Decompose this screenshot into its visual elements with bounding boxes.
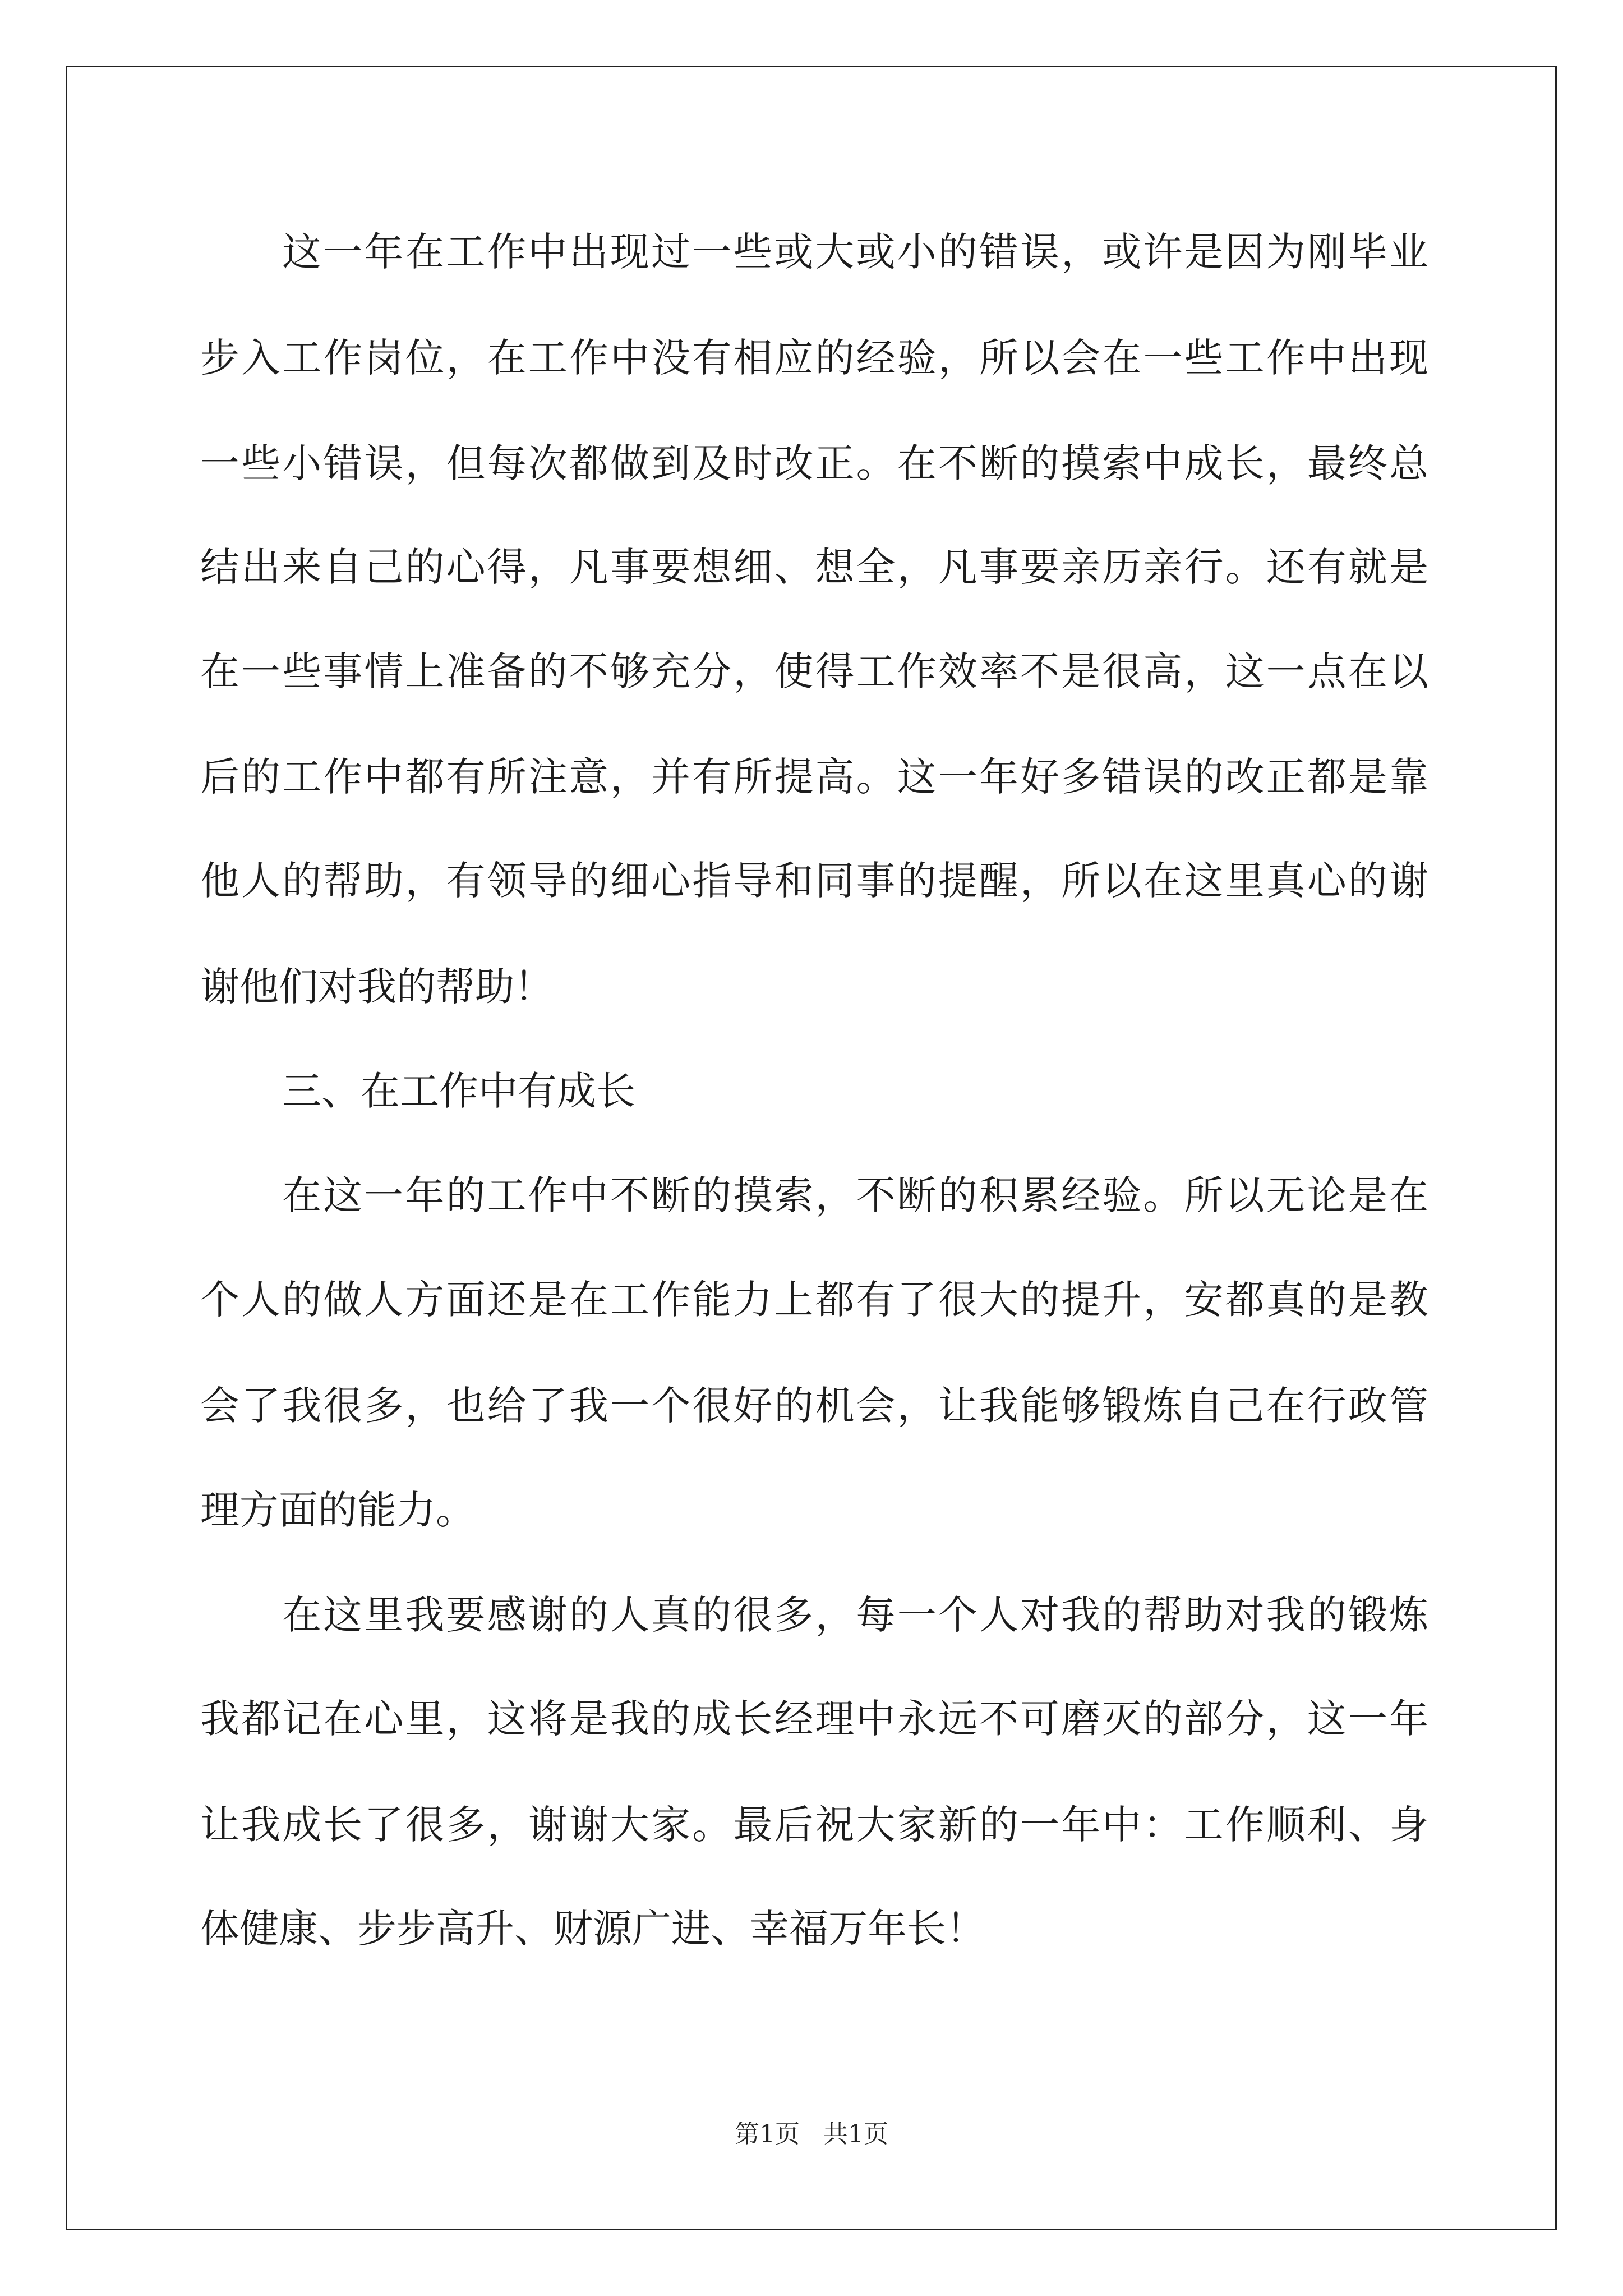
paragraph-line: 会了我很多，也给了我一个很好的机会，让我能够锻炼自己在行政管 [200,1383,1428,1429]
paragraph-line: 谢他们对我的帮助！ [200,964,554,1010]
paragraph-line: 个人的做人方面还是在工作能力上都有了很大的提升，安都真的是教 [200,1277,1428,1323]
paragraph-line: 让我成长了很多，谢谢大家。最后祝大家新的一年中：工作顺利、身 [200,1802,1428,1848]
paragraph-line: 一些小错误，但每次都做到及时改正。在不断的摸索中成长，最终总 [200,440,1428,486]
paragraph-line: 他人的帮助，有领导的细心指导和同事的提醒，所以在这里真心的谢 [200,858,1428,904]
paragraph-line: 理方面的能力。 [200,1487,475,1533]
paragraph-line: 体健康、步步高升、财源广进、幸福万年长！ [200,1906,985,1952]
section-heading: 三、在工作中有成长 [282,1068,635,1114]
paragraph-line: 我都记在心里，这将是我的成长经理中永远不可磨灭的部分，这一年 [200,1696,1428,1742]
paragraph-line: 在这一年的工作中不断的摸索，不断的积累经验。所以无论是在 [282,1172,1428,1218]
paragraph-line: 这一年在工作中出现过一些或大或小的错误，或许是因为刚毕业 [282,229,1428,275]
paragraph-line: 结出来自己的心得，凡事要想细、想全，凡事要亲历亲行。还有就是 [200,544,1428,590]
paragraph-line: 在一些事情上准备的不够充分，使得工作效率不是很高，这一点在以 [200,648,1428,694]
page-footer: 第1页 共1页 [735,2120,888,2148]
paragraph-line: 在这里我要感谢的人真的很多，每一个人对我的帮助对我的锻炼 [282,1592,1428,1638]
paragraph-line: 步入工作岗位，在工作中没有相应的经验，所以会在一些工作中出现 [200,335,1428,381]
paragraph-line: 后的工作中都有所注意，并有所提高。这一年好多错误的改正都是靠 [200,754,1428,800]
